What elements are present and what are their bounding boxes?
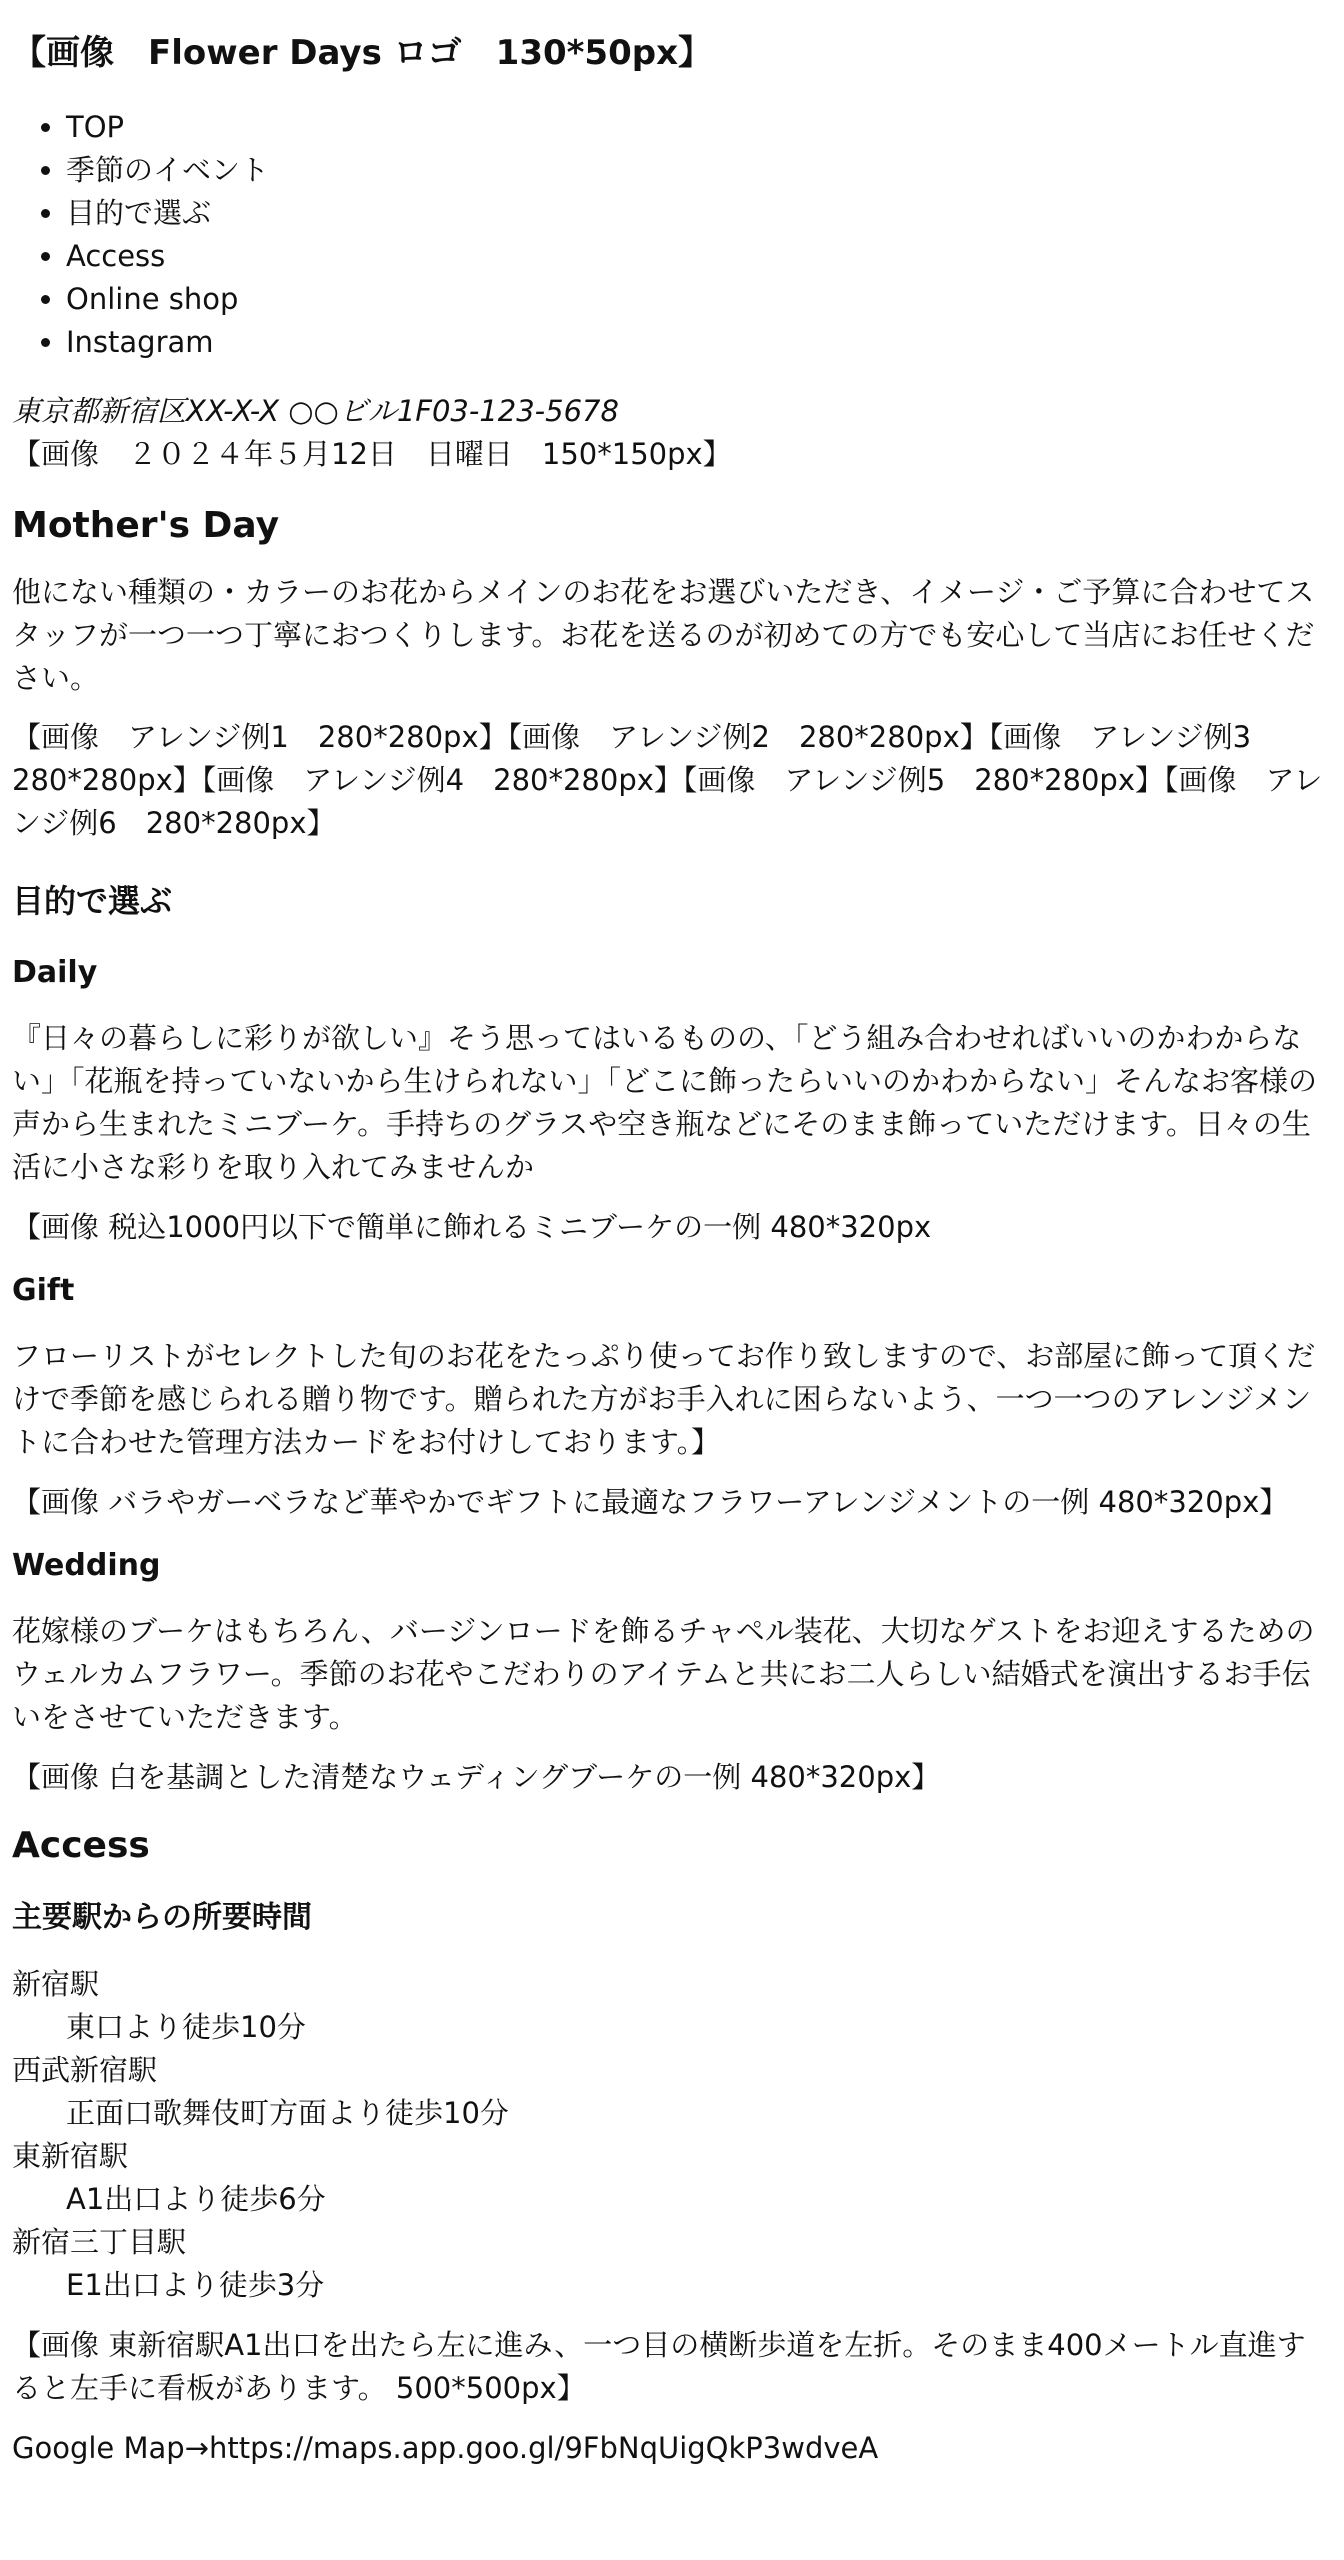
nav-item-top[interactable]: • TOP: [66, 106, 1332, 149]
map-image-placeholder: 【画像 東新宿駅A1出口を出たら左に進み、一つ目の横断歩道を左折。そのまま400メートル直進すると左手に看板があります。 500*500px】: [12, 2328, 1306, 2405]
arrangement-images-placeholder: 【画像 アレンジ例1 280*280px】【画像 アレンジ例2 280*280px】【画像 アレンジ例3 280*280px】【画像 アレンジ例4 280*280px】【画像 アレンジ例5 280*280px】【画像 アレンジ例6 280*280px】: [12, 720, 1323, 840]
purpose-heading: 目的で選ぶ: [12, 882, 173, 920]
station-name: 新宿駅: [12, 1967, 100, 2001]
nav-list: [12, 106, 1332, 364]
wedding-heading: Wedding: [12, 1548, 161, 1583]
date-image-placeholder: 【画像 ２０２４年５月12日 日曜日 150*150px】: [12, 437, 732, 471]
mothers-day-section: [12, 501, 1332, 845]
mothers-day-heading: Mother's Day: [12, 505, 280, 546]
gift-description: フローリストがセレクトした旬のお花をたっぷり使ってお作り致しますので、お部屋に飾って頂くだけで季節を感じられる贈り物です。贈られた方がお手入れに困らないよう、一つ一つのアレンジメントに合わせた管理方法カードをお付けしております。】: [12, 1339, 1316, 1459]
google-map-link[interactable]: Google Map→https://maps.app.goo.gl/9FbNqUigQkP3wdveA: [12, 2431, 879, 2465]
travel-time-heading: 主要駅からの所要時間: [12, 1900, 312, 1935]
station-list: [12, 1963, 1332, 2307]
station-route: 正面口歌舞伎町方面より徒歩10分: [66, 2096, 509, 2130]
daily-image-placeholder: 【画像 税込1000円以下で簡単に飾れるミニブーケの一例 480*320px: [12, 1210, 932, 1244]
station-route: 東口より徒歩10分: [66, 2010, 306, 2044]
daily-description: 『日々の暮らしに彩りが欲しい』そう思ってはいるものの、「どう組み合わせればいいのかわからない」「花瓶を持っていないから生けられない」「どこに飾ったらいいのかわからない」そんなお客様の声から生まれたミニブーケ。手持ちのグラスや空き瓶などにそのまま飾っていただけます。日々の生活に小さな彩りを取り入れてみませんか: [12, 1021, 1318, 1184]
purpose-section: [12, 878, 1332, 1799]
nav-item-instagram[interactable]: • Instagram: [66, 321, 1332, 364]
nav-item-choose-by-purpose[interactable]: • 目的で選ぶ: [66, 192, 1332, 235]
station-route: E1出口より徒歩3分: [66, 2268, 325, 2302]
station-route: A1出口より徒歩6分: [66, 2182, 326, 2216]
main-nav: [12, 106, 1332, 364]
daily-heading: Daily: [12, 955, 98, 990]
wedding-description: 花嫁様のブーケはもちろん、バージンロードを飾るチャペル装花、大切なゲストをお迎えするためのウェルカムフラワー。季節のお花やこだわりのアイテムと共にお二人らしい結婚式を演出するお手伝いをさせていただきます。: [12, 1614, 1315, 1734]
gift-heading: Gift: [12, 1273, 75, 1308]
nav-item-seasonal-events[interactable]: • 季節のイベント: [66, 149, 1332, 192]
nav-item-access[interactable]: • Access: [66, 235, 1332, 278]
station-name: 新宿三丁目駅: [12, 2225, 187, 2259]
logo-placeholder: 【画像 Flower Days ロゴ 130*50px】: [12, 33, 713, 73]
access-heading: Access: [12, 1825, 150, 1866]
nav-item-online-shop[interactable]: • Online shop: [66, 278, 1332, 321]
wedding-image-placeholder: 【画像 白を基調とした清楚なウェディングブーケの一例 480*320px】: [12, 1760, 941, 1794]
google-map-line: [12, 2427, 1332, 2470]
mothers-day-description: 他にない種類の・カラーのお花からメインのお花をお選びいただき、イメージ・ご予算に合わせてスタッフが一つ一つ丁寧におつくりします。お花を送るのが初めての方でも安心して当店にお任せください。: [12, 575, 1315, 695]
shop-address: 東京都新宿区XX-X-X ○○ビル1F03-123-5678: [12, 394, 619, 428]
site-header: [12, 0, 1332, 476]
station-name: 西武新宿駅: [12, 2053, 158, 2087]
gift-image-placeholder: 【画像 バラやガーベラなど華やかでギフトに最適なフラワーアレンジメントの一例 480*320px】: [12, 1485, 1289, 1519]
access-section: [12, 1821, 1332, 2470]
station-name: 東新宿駅: [12, 2139, 129, 2173]
